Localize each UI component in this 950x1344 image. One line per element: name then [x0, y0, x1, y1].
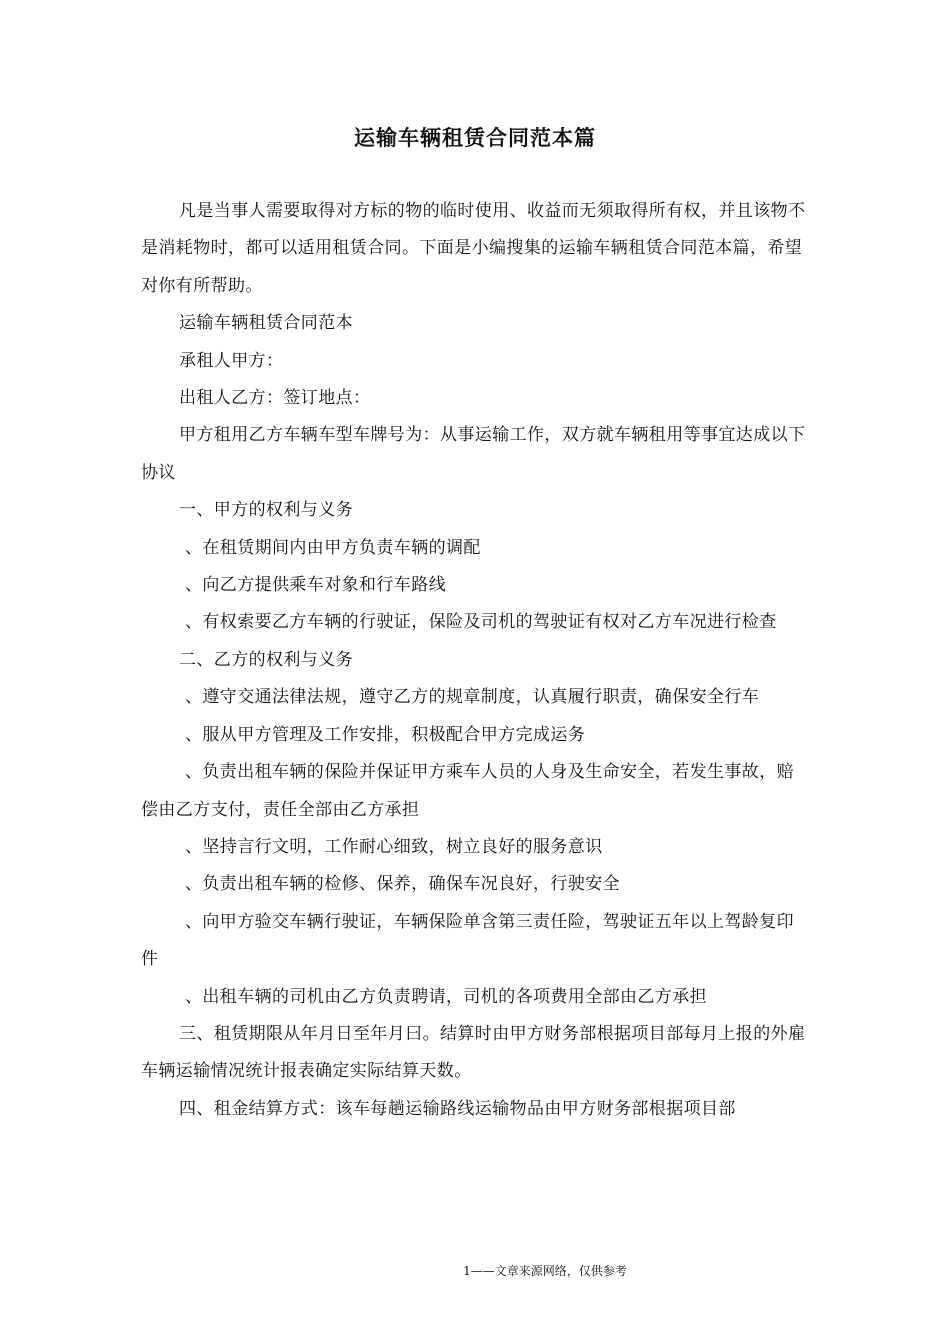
section-heading-1: 一、甲方的权利与义务 — [179, 500, 353, 521]
clause-2-3: 、负责出租车辆的保险并保证甲方乘车人员的人身及生命安全，若发生事故，赔偿由乙方支付，责任全部由乙方承担 — [141, 762, 794, 820]
clause-2-5: 、负责出租车辆的检修、保养，确保车况良好，行驶安全 — [185, 874, 620, 895]
clause-2-4: 、坚持言行文明，工作耐心细致，树立良好的服务意识 — [185, 836, 603, 857]
document-body — [141, 193, 809, 1128]
clause-2-6: 、向甲方验交车辆行驶证，车辆保险单含第三责任险，驾驶证五年以上驾龄复印件 — [141, 911, 794, 970]
section-4-paragraph: 四、租金结算方式：该车每趟运输路线运输物品由甲方财务部根据项目部 — [179, 1098, 736, 1119]
lessor-line: 出租人乙方：签订地点： — [179, 388, 371, 409]
agreement-paragraph: 甲方租用乙方车辆车型车牌号为：从事运输工作，双方就车辆租用等事宜达成以下协议 — [141, 425, 806, 483]
lessee-line: 承租人甲方： — [179, 350, 284, 371]
clause-1-1: 、在租赁期间内由甲方负责车辆的调配 — [185, 537, 481, 558]
page-footer: 1——文章来源网络，仅供参考 — [463, 1264, 627, 1278]
clause-1-3: 、有权索要乙方车辆的行驶证，保险及司机的驾驶证有权对乙方车况进行检查 — [185, 612, 777, 633]
clause-1-2: 、向乙方提供乘车对象和行车路线 — [185, 575, 446, 596]
intro-paragraph: 凡是当事人需要取得对方标的物的临时使用、收益而无须取得所有权，并且该物不是消耗物时，都可以适用租赁合同。下面是小编搜集的运输车辆租赁合同范本篇，希望对你有所帮助。 — [141, 201, 806, 296]
section-heading-2: 二、乙方的权利与义务 — [179, 649, 353, 670]
section-3-paragraph: 三、租赁期限从年月日至年月曰。结算时由甲方财务部根据项目部每月上报的外雇车辆运输情况统计报表确定实际结算天数。 — [141, 1023, 806, 1082]
contract-heading: 运输车辆租赁合同范本 — [179, 313, 353, 334]
document-title: 运输车辆租赁合同范本篇 — [354, 125, 596, 150]
clause-2-1: 、遵守交通法律法规，遵守乙方的规章制度，认真履行职责，确保安全行车 — [185, 687, 760, 708]
clause-2-2: 、服从甲方管理及工作安排，积极配合甲方完成运务 — [185, 724, 586, 745]
clause-2-7: 、出租车辆的司机由乙方负责聘请，司机的各项费用全部由乙方承担 — [185, 986, 707, 1007]
